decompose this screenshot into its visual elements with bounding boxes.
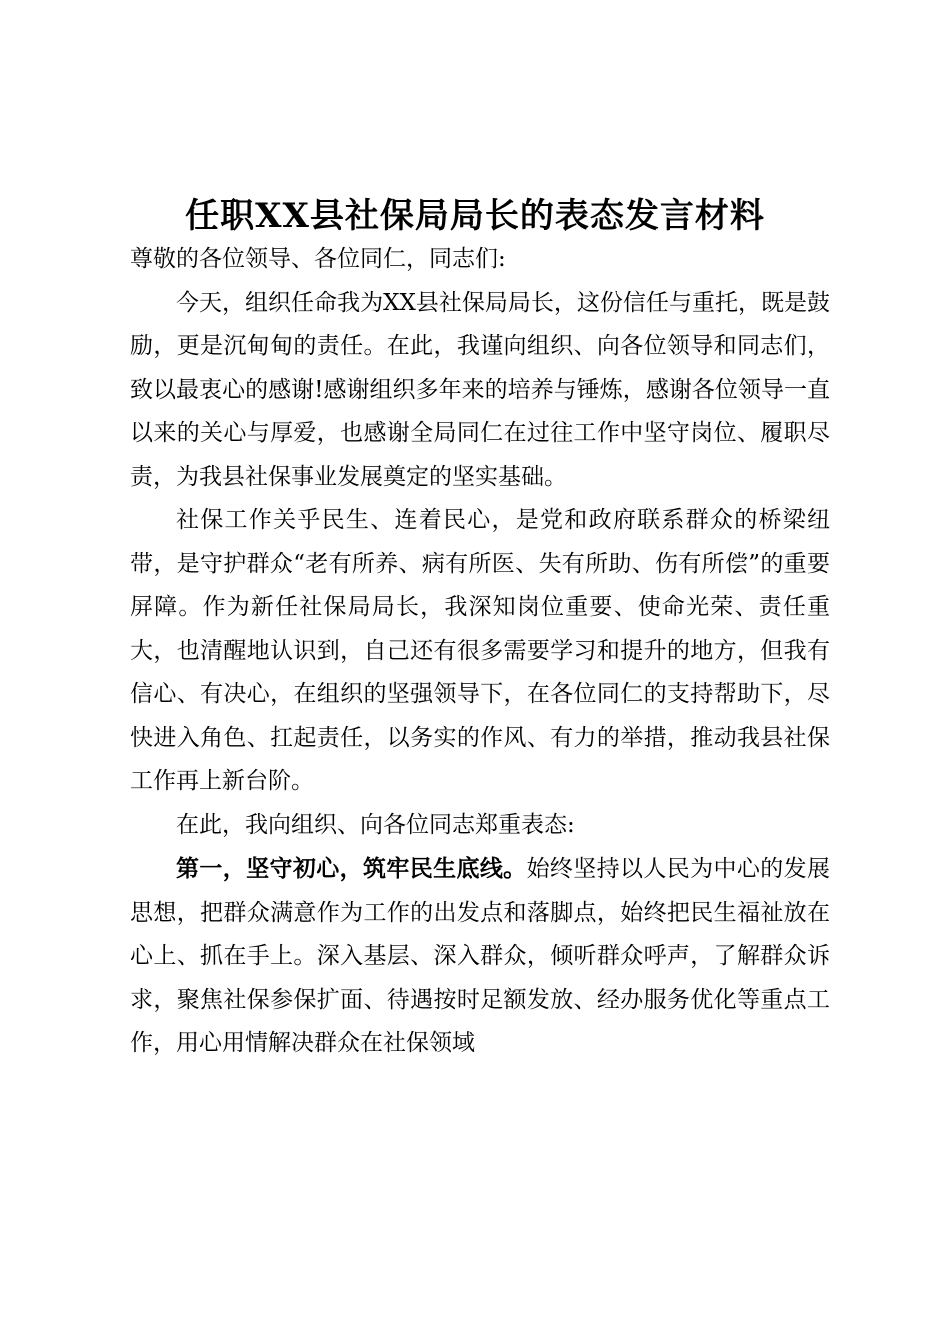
- document-title: 任职XX县社保局局长的表态发言材料: [185, 195, 765, 236]
- paragraph-responsibility: 社保工作关乎民生、连着民心，是党和政府联系群众的桥梁纽带，是守护群众“老有所养、病有所医、失有所助、伤有所偿”的重要屏障。作为新任社保局局长，我深知岗位重要、使命光荣、责任重大，也清醒地认识到，自己还有很多需要学习和提升的地方，但我有信心、有决心，在组织的坚强领导下，在各位同仁的支持帮助下，尽快进入角色、扛起责任，以务实的作风、有力的举措，推动我县社保工作再上新台阶。: [130, 507, 830, 794]
- paragraph-point-one: [130, 847, 830, 1066]
- paragraph-gratitude: 今天，组织任命我为XX县社保局局长，这份信任与重托，既是鼓励，更是沉甸甸的责任。在此，我谨向组织、向各位领导和同志们，致以最衷心的感谢!感谢组织多年来的培养与锤炼，感谢各位领导一直以来的关心与厚爱，也感谢全局同仁在过往工作中坚守岗位、履职尽责，为我县社保事业发展奠定的坚实基础。: [130, 289, 830, 490]
- salutation: 尊敬的各位领导、各位同仁，同志们:: [130, 246, 506, 272]
- paragraph-pledge-intro: 在此，我向组织、向各位同志郑重表态:: [176, 811, 575, 838]
- point-one-text: 始终坚持以人民为中心的发展思想，把群众满意作为工作的出发点和落脚点，始终把民生福祉放在心上、抓在手上。深入基层、深入群众，倾听群众呼声，了解群众诉求，聚焦社保参保扩面、待遇按时足额发放、经办服务优化等重点工作，用心用情解决群众在社保领域: [130, 856, 831, 1056]
- document-body: [130, 238, 830, 1066]
- point-one-heading: 第一，坚守初心，筑牢民生底线。: [176, 855, 527, 882]
